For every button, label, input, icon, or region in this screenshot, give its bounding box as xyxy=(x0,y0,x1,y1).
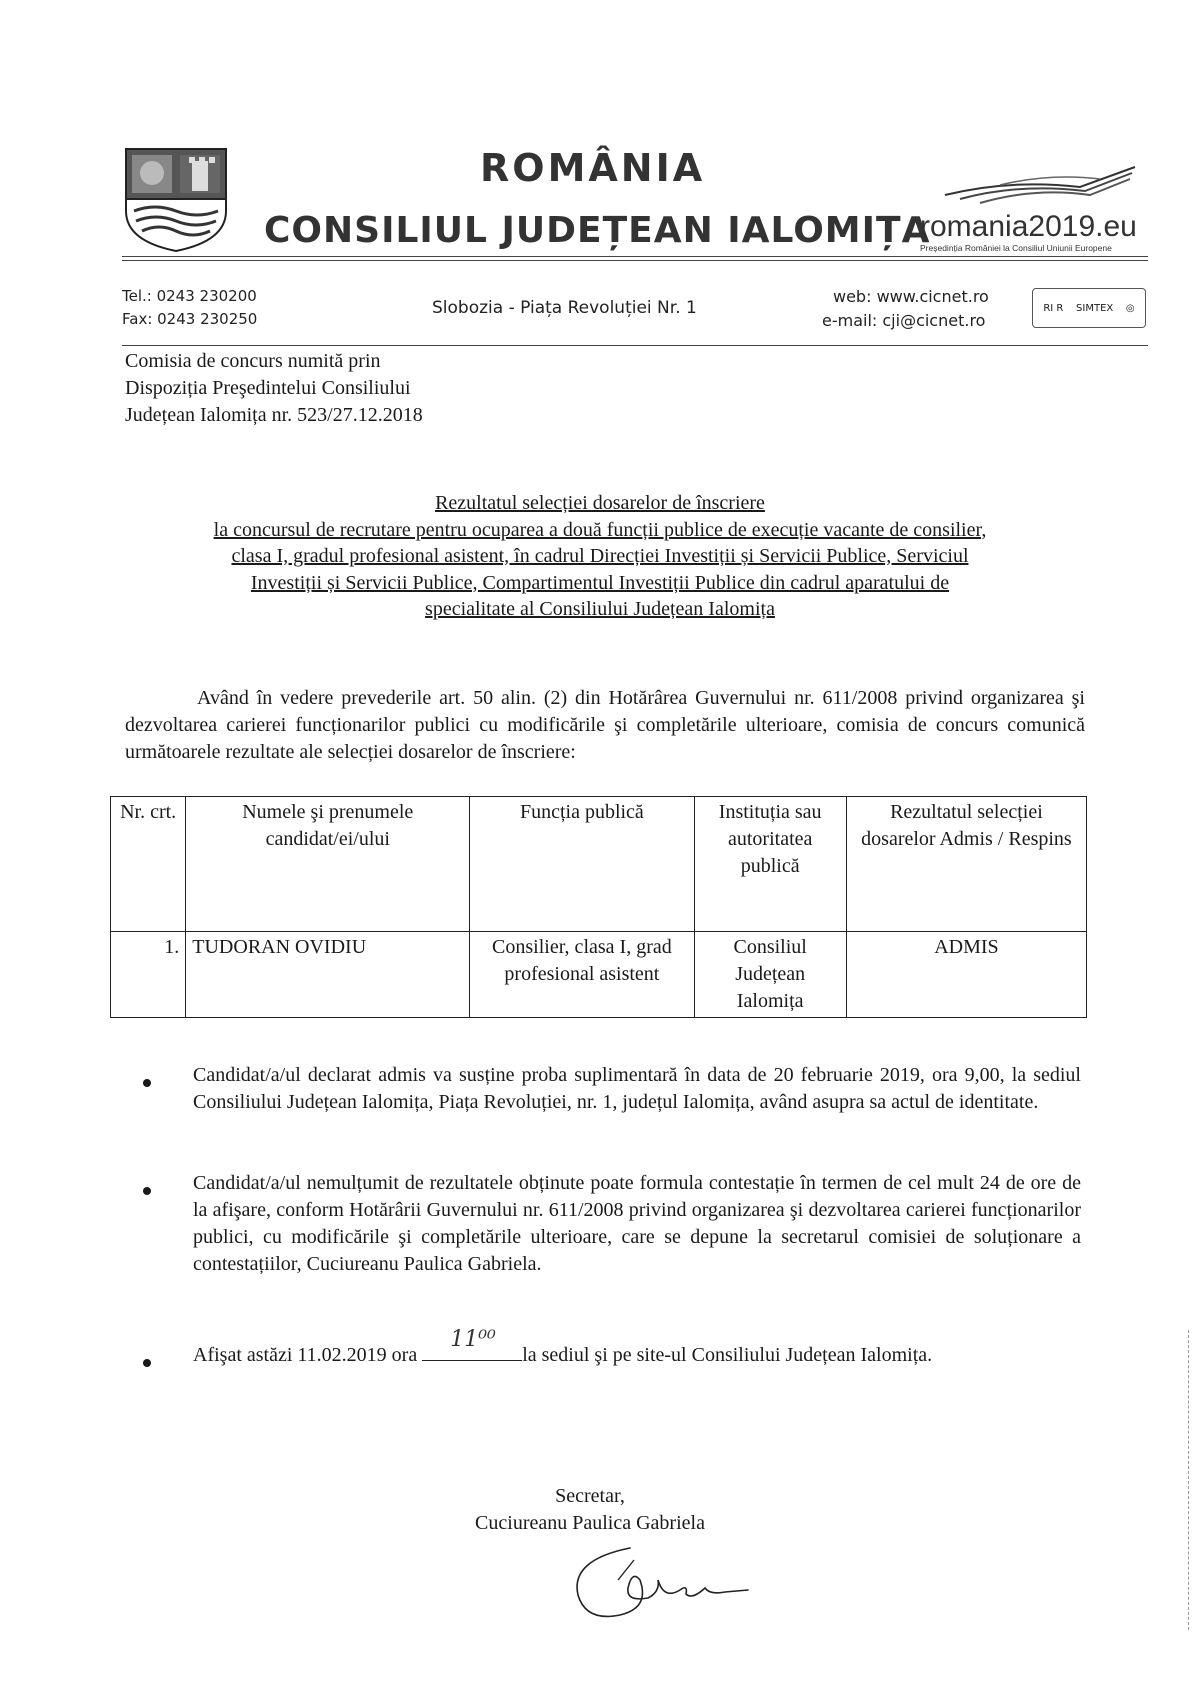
cert-right-text: SIMTEX xyxy=(1076,302,1114,314)
romania2019-logo-subtext: Președinția României la Consiliul Uniunii Europene xyxy=(920,243,1112,253)
cell-position: Consilier, clasa I, grad profesional asistent xyxy=(470,932,694,1018)
header-institution: Instituția sau autoritatea publică xyxy=(694,797,846,932)
signer-name: Cuciureanu Paulica Gabriela xyxy=(475,1512,705,1534)
signature-block xyxy=(440,1483,740,1537)
result-title-line: clasa I, gradul profesional asistent, în cadrul Direcției Investiții și Servicii Publice, Serviciul xyxy=(231,545,969,567)
cell-institution: Consiliul Județean Ialomița xyxy=(694,932,846,1018)
bullet-appeal-info: Candidat/a/ul nemulțumit de rezultatele obținute poate formula contestație în termen de cel mult 24 de ore de la afişare, conform Hotărârii Guvernului nr. 611/2008 privind organizarea şi dezvoltarea carierei funcționarilor publici, cu modificările şi completările ulterioare, care se depune la secretarul comisiei de soluționare a contestațiilor, Cuciureanu Paulica Gabriela. xyxy=(193,1172,1081,1275)
cell-name: TUDORAN OVIDIU xyxy=(186,932,470,1018)
header-nr: Nr. crt. xyxy=(111,797,186,932)
handwritten-time: 11⁰⁰ xyxy=(450,1327,496,1352)
result-title-line: Investiții și Servicii Publice, Compartimentul Investiții Publice din cadrul aparatului de xyxy=(250,571,950,594)
bullet-icon xyxy=(143,1187,151,1195)
romania2019-logo-text: romania2019.eu xyxy=(920,210,1137,243)
posted-text-before: Afişat astăzi 11.02.2019 ora xyxy=(193,1344,423,1366)
signer-role: Secretar, xyxy=(555,1485,625,1507)
bullet-posted-info xyxy=(193,1327,1081,1369)
time-blank-line xyxy=(422,1327,522,1361)
fax-number: Fax: 0243 230250 xyxy=(122,310,258,328)
address: Slobozia - Piața Revoluției Nr. 1 xyxy=(432,298,697,318)
website: web: www.cicnet.ro xyxy=(833,287,989,306)
result-title-line: la concursul de recrutare pentru ocuparea a două funcții publice de execuție vacante de consilier, xyxy=(213,518,987,541)
romania2019-logo-icon xyxy=(940,165,1140,205)
contact-divider xyxy=(122,345,1148,346)
header-result: Rezultatul selecției dosarelor Admis / Respins xyxy=(846,797,1086,932)
handwritten-signature-icon xyxy=(560,1540,750,1625)
result-title-line: Rezultatul selecției dosarelor de înscriere xyxy=(435,492,765,514)
commission-line: Dispoziția Preşedintelui Consiliului xyxy=(125,377,411,399)
cert-seal-icon: ◎ xyxy=(1125,302,1135,314)
scan-edge-line xyxy=(1188,1330,1189,1630)
commission-line: Județean Ialomița nr. 523/27.12.2018 xyxy=(125,404,423,426)
cert-left-text: RI R xyxy=(1043,302,1064,314)
table-header-row xyxy=(111,797,1087,932)
phone-number: Tel.: 0243 230200 xyxy=(122,287,257,305)
result-title xyxy=(120,490,1080,623)
cell-nr: 1. xyxy=(111,932,186,1018)
bullet-exam-info: Candidat/a/ul declarat admis va susține proba suplimentară în data de 20 februarie 2019, ora 9,00, la sediul Consiliului Județean Ialomița, Piața Revoluției, nr. 1, județul Ialomița, având asupra sa actul de identitate. xyxy=(193,1064,1081,1113)
result-title-line: specialitate al Consiliului Județean Ialomița xyxy=(425,598,775,620)
table-row xyxy=(111,932,1087,1018)
bullet-icon xyxy=(143,1359,151,1367)
commission-line: Comisia de concurs numită prin xyxy=(125,350,381,372)
results-table xyxy=(110,796,1087,1018)
county-coat-of-arms-icon xyxy=(122,145,230,253)
certification-badge xyxy=(1032,288,1146,328)
email-address: e-mail: cji@cicnet.ro xyxy=(822,311,986,330)
header-position: Funcția publică xyxy=(470,797,694,932)
posted-text-after: la sediul şi pe site-ul Consiliului Județean Ialomița. xyxy=(522,1344,933,1366)
commission-block xyxy=(125,348,423,429)
council-name: CONSILIUL JUDEȚEAN IALOMIȚA xyxy=(264,210,931,251)
bullet-icon xyxy=(143,1079,151,1087)
cell-result: ADMIS xyxy=(846,932,1086,1018)
header-divider xyxy=(122,260,1148,261)
header-title: ROMÂNIA xyxy=(480,146,706,190)
intro-paragraph: Având în vedere prevederile art. 50 alin. (2) din Hotărârea Guvernului nr. 611/2008 privind organizarea şi dezvoltarea carierei funcționarilor publici cu modificările şi completările ulterioare, comisia de concurs comunică următoarele rezultate ale selecției dosarelor de înscriere: xyxy=(125,687,1085,763)
header-divider xyxy=(122,256,1148,257)
header-name: Numele şi prenumele candidat/ei/ului xyxy=(186,797,470,932)
